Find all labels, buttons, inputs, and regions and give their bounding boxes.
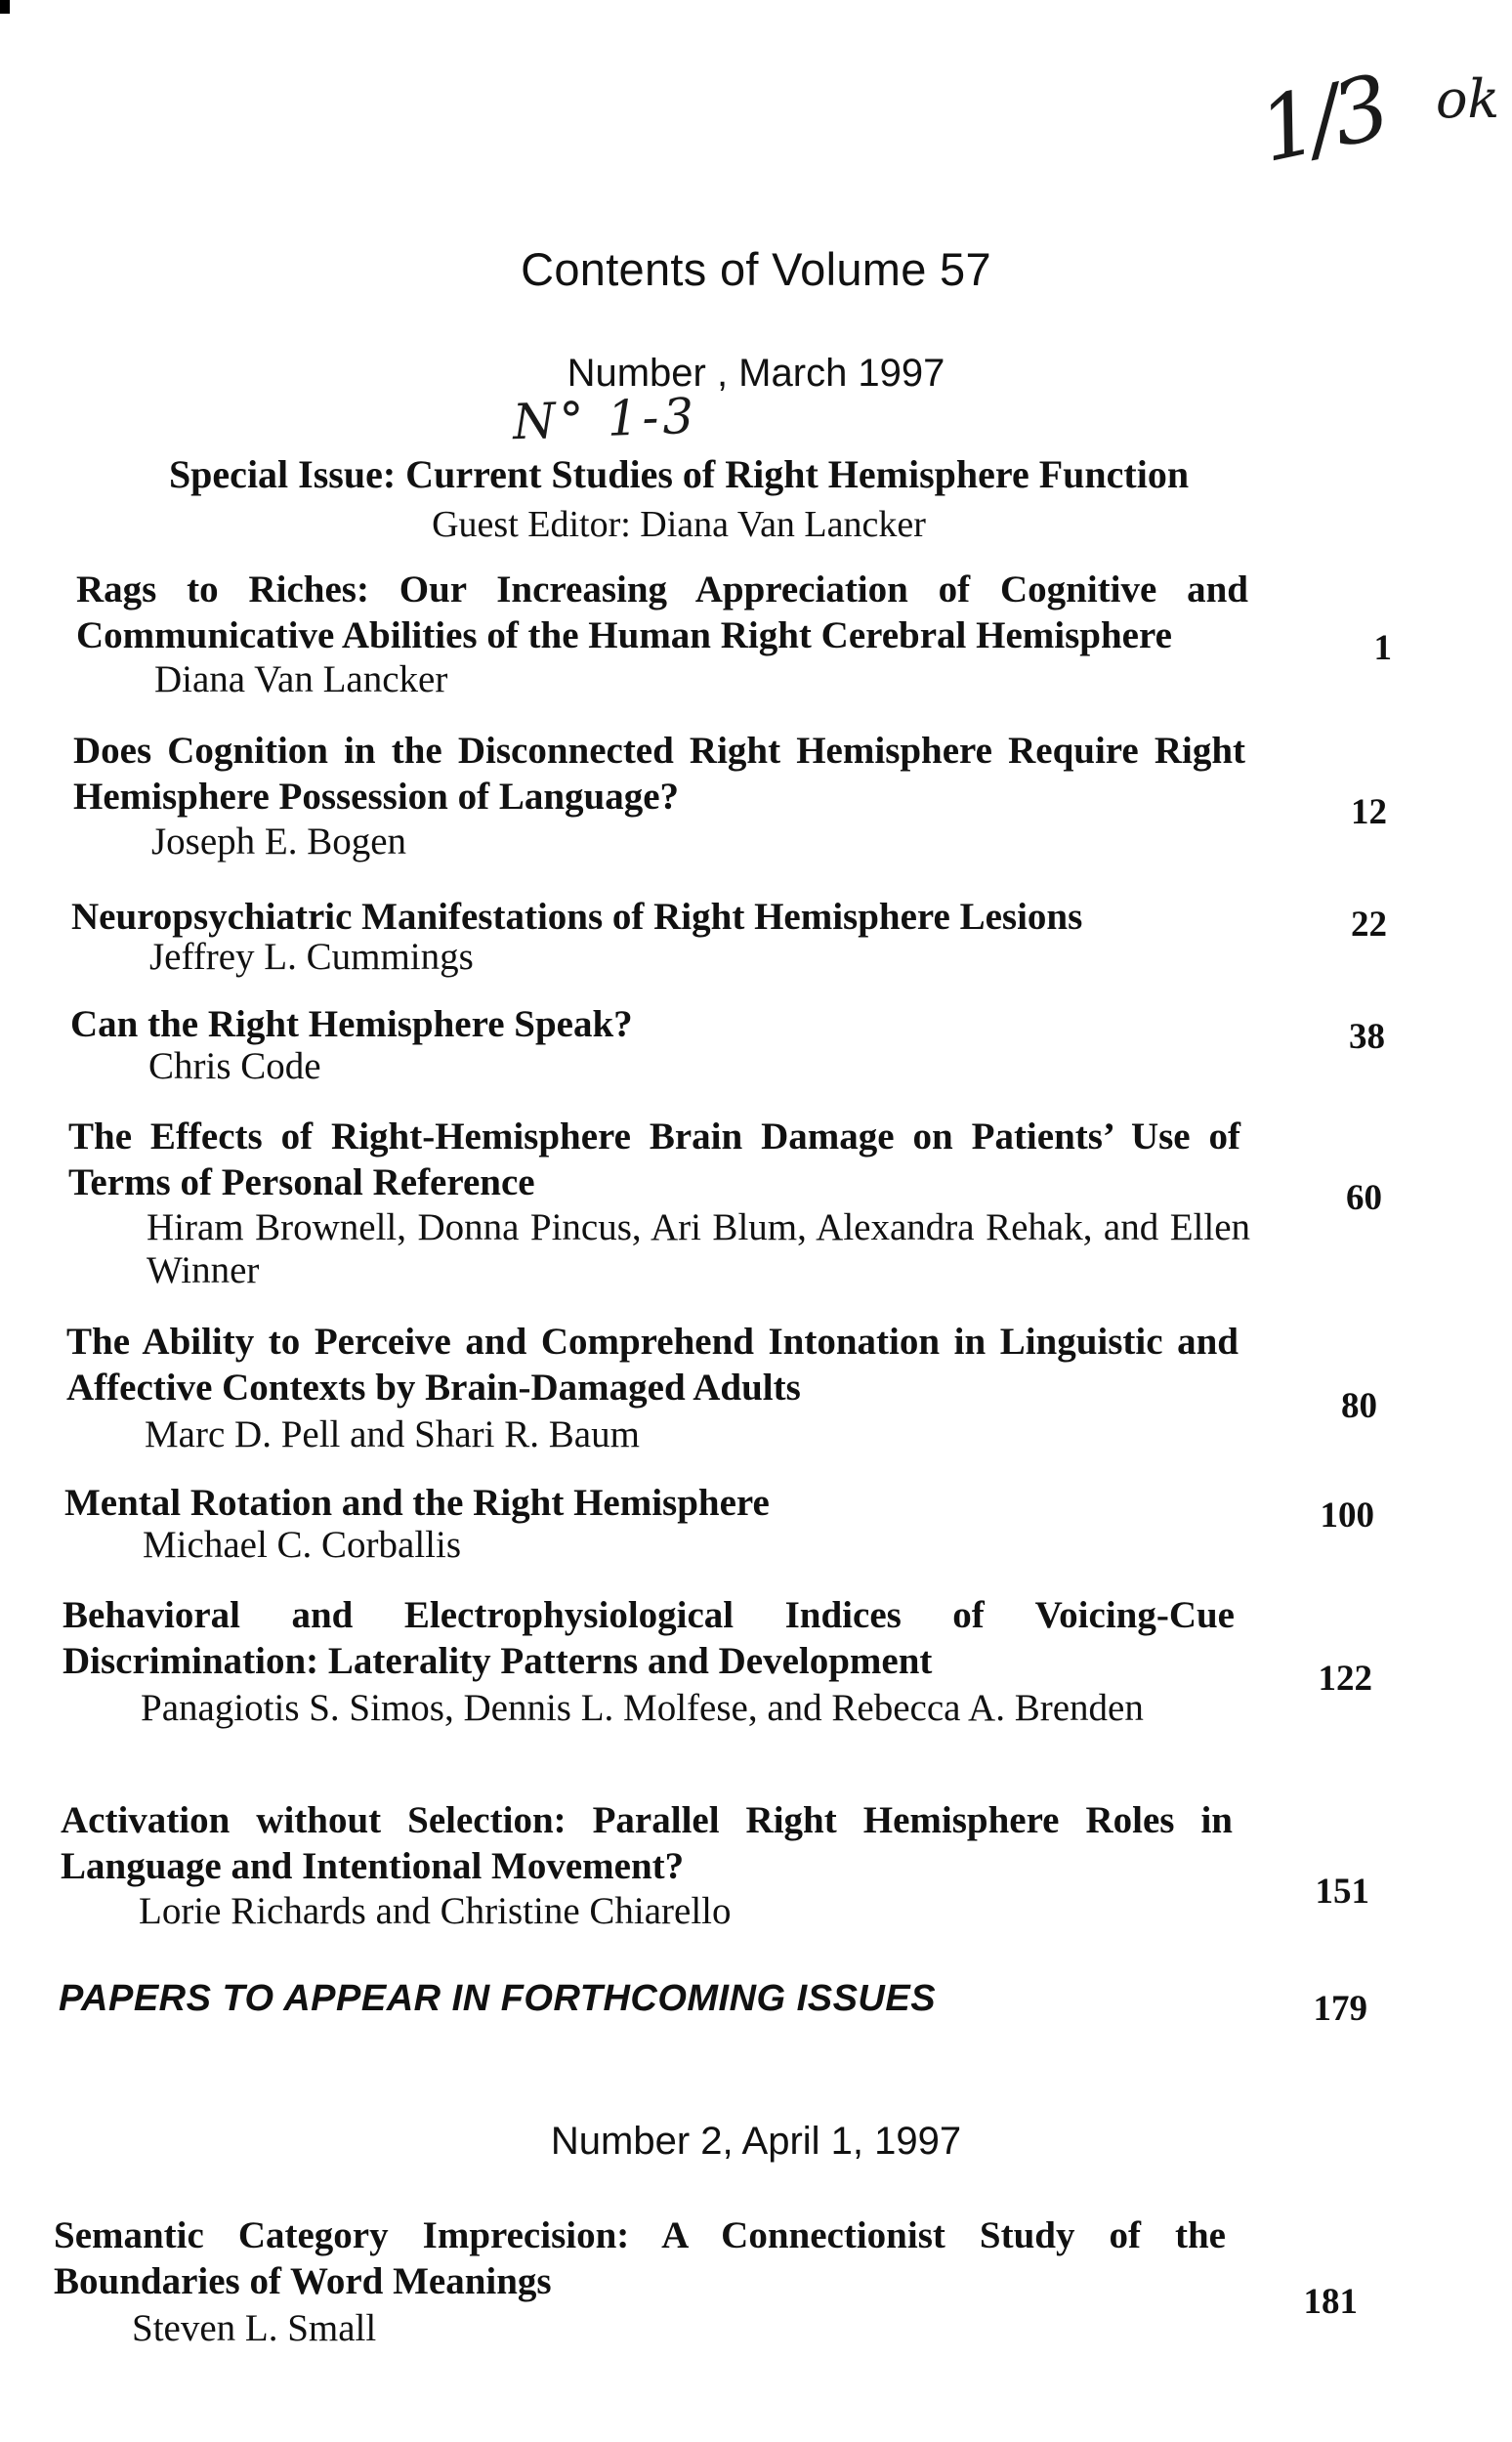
article-title: Can the Right Hemisphere Speak? [70,1003,633,1045]
article-authors: Chris Code [148,1045,321,1087]
article-title: Activation without Selection: Parallel Right Hemisphere Roles in Language and Intentional Movement? [61,1799,1233,1887]
page-title: Contents of Volume 57 [521,243,991,295]
article-authors: Steven L. Small [132,2307,377,2349]
article-authors: Hiram Brownell, Donna Pincus, Ari Blum, Alexandra Rehak, and Ellen Winner [147,1206,1250,1291]
issue-2-heading: Number 2, April 1, 1997 [550,2120,962,2163]
article-authors: Panagiotis S. Simos, Dennis L. Molfese, and Rebecca A. Brenden [141,1687,1144,1729]
article-authors: Marc D. Pell and Shari R. Baum [145,1413,640,1455]
page-number: 38 [1349,1017,1385,1057]
page-number: 100 [1320,1495,1374,1536]
article-title: Neuropsychiatric Manifestations of Right Hemisphere Lesions [71,896,1083,938]
guest-editor: Guest Editor: Diana Van Lancker [432,504,926,545]
handwritten-ok: ok [1436,68,1500,130]
page-number: 22 [1351,905,1387,945]
page-number: 1 [1373,628,1392,668]
article-title: Semantic Category Imprecision: A Connectionist Study of the Boundaries of Word Meanings [54,2214,1226,2302]
page-number: 179 [1313,1989,1367,2029]
article-title: Rags to Riches: Our Increasing Appreciation of Cognitive and Communicative Abilities of the Human Right Cerebral Hemisphere [76,568,1248,656]
scan-corner-mark [0,0,10,14]
forthcoming-label: PAPERS TO APPEAR IN FORTHCOMING ISSUES [59,1978,937,2019]
article-title: The Ability to Perceive and Comprehend Intonation in Linguistic and Affective Contexts by Brain-Damaged Adults [66,1321,1239,1409]
issue-1-heading: Number , March 1997 [567,352,945,395]
special-issue-heading: Special Issue: Current Studies of Right Hemisphere Function [168,452,1190,496]
article-authors: Joseph E. Bogen [151,821,407,863]
article-title: Mental Rotation and the Right Hemisphere [64,1482,770,1524]
page-number: 122 [1318,1659,1372,1699]
page-number: 60 [1346,1178,1382,1218]
page-number: 12 [1351,792,1387,832]
handwritten-fraction: 1/3 [1250,56,1394,184]
article-authors: Michael C. Corballis [143,1524,462,1566]
page-number: 80 [1341,1386,1377,1426]
handwritten-number-note: N° 1-3 [512,387,699,451]
article-title: The Effects of Right-Hemisphere Brain Damage on Patients’ Use of Terms of Personal Reference [68,1116,1240,1203]
article-title: Behavioral and Electrophysiological Indices of Voicing-Cue Discrimination: Laterality Patterns and Development [63,1594,1235,1682]
page-number: 181 [1303,2282,1358,2322]
page-number: 151 [1315,1872,1369,1912]
article-title: Does Cognition in the Disconnected Right Hemisphere Require Right Hemisphere Possession of Language? [73,730,1245,818]
article-authors: Lorie Richards and Christine Chiarello [139,1890,732,1932]
article-authors: Diana Van Lancker [154,658,448,700]
article-authors: Jeffrey L. Cummings [149,936,474,978]
